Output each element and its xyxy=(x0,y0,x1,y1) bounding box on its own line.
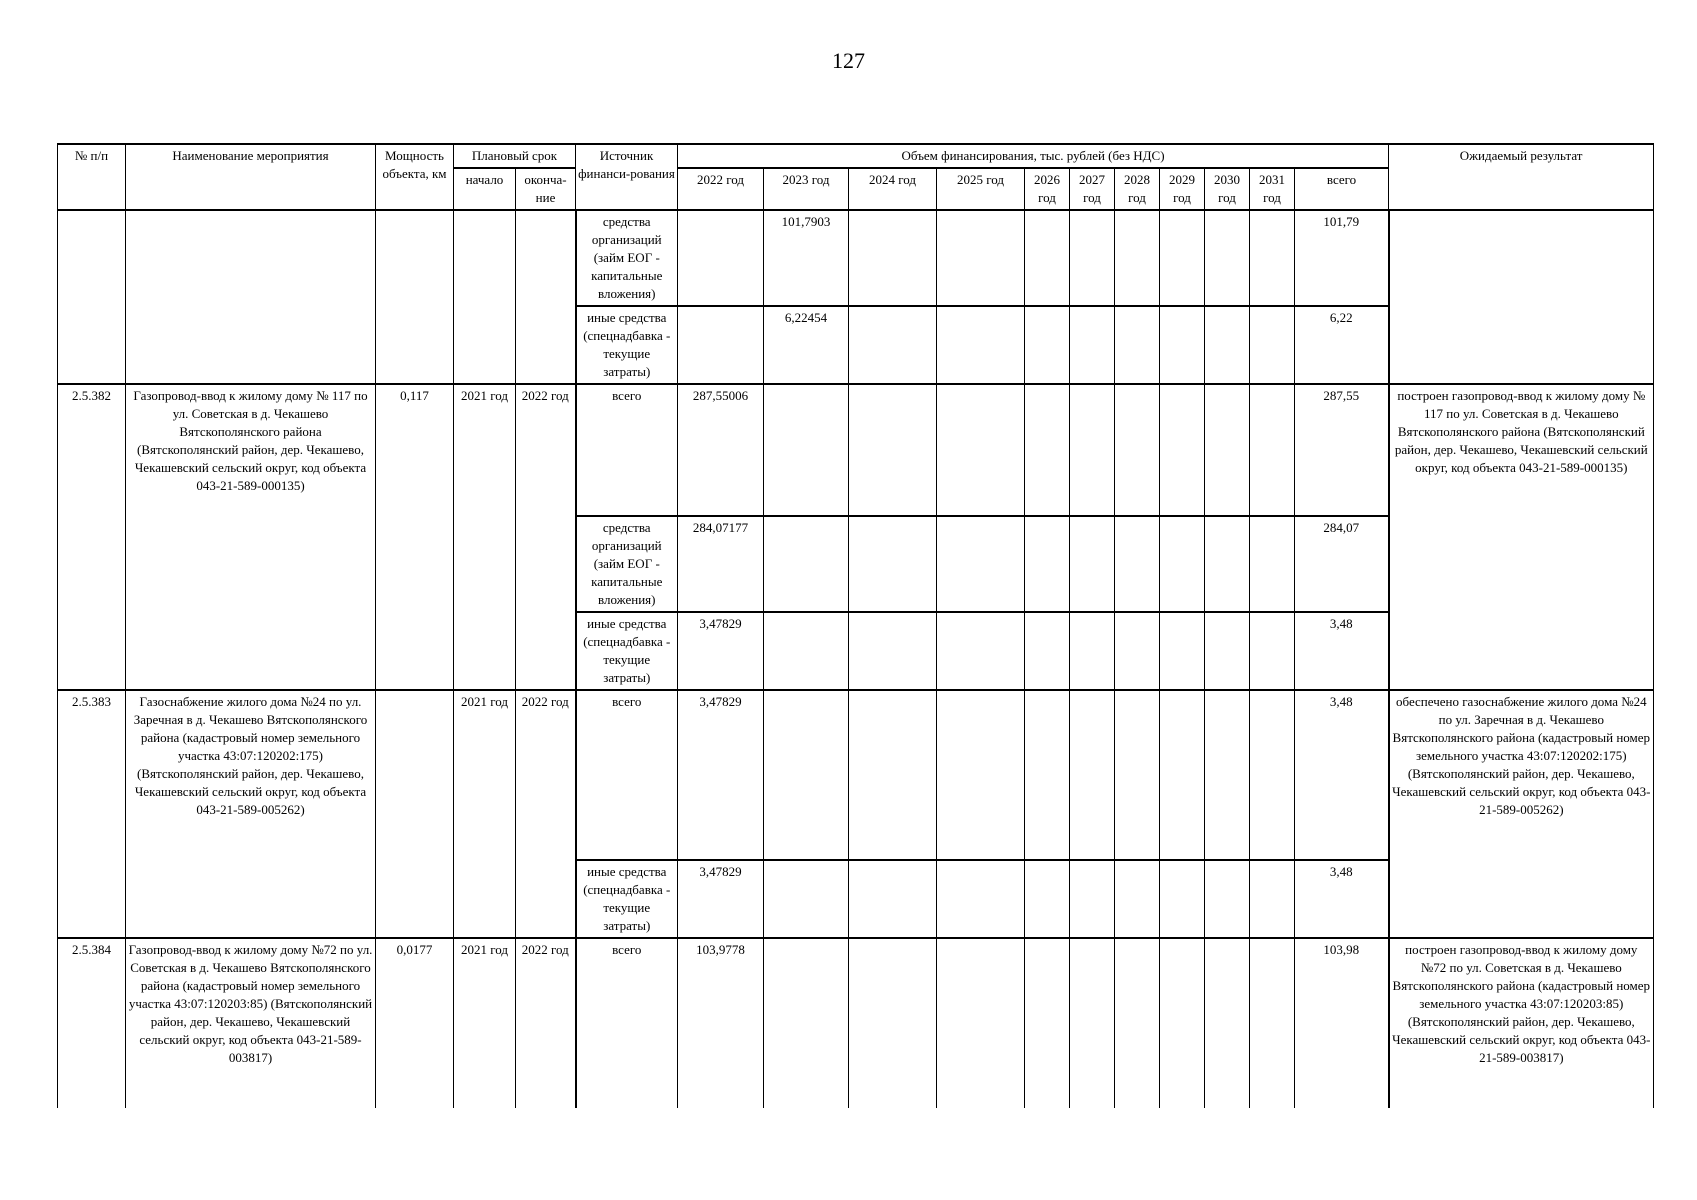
year-value-cell: 103,9778 xyxy=(678,938,764,1108)
year-value-cell xyxy=(937,210,1025,306)
capacity-cell: 0,117 xyxy=(376,384,454,690)
year-value-cell xyxy=(849,690,937,860)
term-end-cell: 2022 год xyxy=(516,690,576,938)
year-value-cell xyxy=(764,612,849,690)
term-end-cell xyxy=(516,210,576,384)
year-value-cell: 3,47829 xyxy=(678,860,764,938)
table-row xyxy=(58,210,1654,306)
capacity-cell: 0,0177 xyxy=(376,938,454,1108)
table-row xyxy=(58,384,1654,516)
year-value-cell: 287,55006 xyxy=(678,384,764,516)
year-value-cell xyxy=(1025,690,1070,860)
year-value-cell xyxy=(937,516,1025,612)
row-number: 2.5.384 xyxy=(58,938,126,1108)
term-start-cell: 2021 год xyxy=(454,938,516,1108)
term-start-cell: 2021 год xyxy=(454,690,516,938)
year-value-cell xyxy=(1205,516,1250,612)
year-value-cell xyxy=(1160,384,1205,516)
year-value-cell xyxy=(1115,938,1160,1108)
header-capacity: Мощность объекта, км xyxy=(376,144,454,210)
year-value-cell xyxy=(678,306,764,384)
term-start-cell xyxy=(454,210,516,384)
year-value-cell xyxy=(1070,690,1115,860)
year-value-cell: 3,47829 xyxy=(678,690,764,860)
total-cell: 287,55 xyxy=(1295,384,1389,516)
source-label: средства организаций (займ ЕОГ - капитальные вложения) xyxy=(576,516,678,612)
capacity-cell xyxy=(376,210,454,384)
year-value-cell xyxy=(1115,384,1160,516)
header-term: Плановый срок xyxy=(454,144,576,168)
header-year: 2023 год xyxy=(764,168,849,210)
row-number: 2.5.382 xyxy=(58,384,126,690)
year-value-cell xyxy=(1250,210,1295,306)
year-value-cell xyxy=(1115,306,1160,384)
year-value-cell xyxy=(849,210,937,306)
total-cell: 6,22 xyxy=(1295,306,1389,384)
measure-name xyxy=(126,210,376,384)
year-value-cell xyxy=(1160,210,1205,306)
header-term-end: оконча-ние xyxy=(516,168,576,210)
page-number: 127 xyxy=(832,48,865,73)
year-value-cell xyxy=(764,690,849,860)
year-value-cell: 284,07177 xyxy=(678,516,764,612)
total-cell: 3,48 xyxy=(1295,860,1389,938)
header-funding: Объем финансирования, тыс. рублей (без НДС) xyxy=(678,144,1389,168)
year-value-cell xyxy=(1160,860,1205,938)
source-label: средства организаций (займ ЕОГ - капитальные вложения) xyxy=(576,210,678,306)
measure-name: Газоснабжение жилого дома №24 по ул. Заречная в д. Чекашево Вятскополянского района (кадастровый номер земельного участка 43:07:120202:175) (Вятскополянский район, дер. Чекашево, Чекашевский сельский округ, код объекта 043-21-589-005262) xyxy=(126,690,376,938)
header-source: Источник финанси-рования xyxy=(576,144,678,210)
year-value-cell xyxy=(849,384,937,516)
year-value-cell xyxy=(1205,690,1250,860)
year-value-cell xyxy=(1115,612,1160,690)
year-value-cell xyxy=(1250,516,1295,612)
year-value-cell: 6,22454 xyxy=(764,306,849,384)
year-value-cell xyxy=(1250,938,1295,1108)
year-value-cell xyxy=(1205,938,1250,1108)
year-value-cell xyxy=(1205,210,1250,306)
year-value-cell: 101,7903 xyxy=(764,210,849,306)
header-year: 2028 год xyxy=(1115,168,1160,210)
table-header xyxy=(58,144,1654,210)
year-value-cell xyxy=(1070,938,1115,1108)
year-value-cell xyxy=(1025,384,1070,516)
year-value-cell xyxy=(1070,860,1115,938)
source-label: иные средства (спецнадбавка - текущие затраты) xyxy=(576,306,678,384)
table-row xyxy=(58,938,1654,1108)
capacity-cell xyxy=(376,690,454,938)
header-name: Наименование мероприятия xyxy=(126,144,376,210)
year-value-cell xyxy=(1115,860,1160,938)
year-value-cell xyxy=(764,938,849,1108)
header-year: 2026 год xyxy=(1025,168,1070,210)
measure-name: Газопровод-ввод к жилому дому №72 по ул. Советская в д. Чекашево Вятскополянского района (кадастровый номер земельного участка 43:07:120203:85) (Вятскополянский район, дер. Чекашево, Чекашевский сельский округ, код объекта 043-21-589-003817) xyxy=(126,938,376,1108)
header-total: всего xyxy=(1295,168,1389,210)
year-value-cell xyxy=(764,384,849,516)
year-value-cell xyxy=(1250,612,1295,690)
source-label: иные средства (спецнадбавка - текущие затраты) xyxy=(576,860,678,938)
year-value-cell xyxy=(1205,612,1250,690)
expected-result: обеспечено газоснабжение жилого дома №24 по ул. Заречная в д. Чекашево Вятскополянского района (кадастровый номер земельного участка 43:07:120202:175) (Вятскополянский район, дер. Чекашево, Чекашевский сельский округ, код объекта 043-21-589-005262) xyxy=(1389,690,1654,938)
year-value-cell xyxy=(937,860,1025,938)
header-year: 2031 год xyxy=(1250,168,1295,210)
year-value-cell xyxy=(1025,938,1070,1108)
year-value-cell xyxy=(764,516,849,612)
total-cell: 3,48 xyxy=(1295,612,1389,690)
year-value-cell xyxy=(1160,306,1205,384)
year-value-cell xyxy=(937,384,1025,516)
table-body xyxy=(58,210,1654,1108)
header-term-start: начало xyxy=(454,168,516,210)
year-value-cell xyxy=(1205,860,1250,938)
year-value-cell xyxy=(1025,612,1070,690)
year-value-cell xyxy=(1160,938,1205,1108)
row-number xyxy=(58,210,126,384)
year-value-cell xyxy=(1160,690,1205,860)
year-value-cell xyxy=(849,306,937,384)
year-value-cell xyxy=(1250,384,1295,516)
year-value-cell xyxy=(1025,860,1070,938)
year-value-cell xyxy=(1160,516,1205,612)
table-row xyxy=(58,690,1654,860)
measure-name: Газопровод-ввод к жилому дому № 117 по ул. Советская в д. Чекашево Вятскополянского района (Вятскополянский район, дер. Чекашево, Чекашевский сельский округ, код объекта 043-21-589-000135) xyxy=(126,384,376,690)
year-value-cell xyxy=(1115,516,1160,612)
year-value-cell xyxy=(849,516,937,612)
expected-result: построен газопровод-ввод к жилому дому №72 по ул. Советская в д. Чекашево Вятскополянского района (кадастровый номер земельного участка 43:07:120203:85) (Вятскополянский район, дер. Чекашево, Чекашевский сельский округ, код объекта 043-21-589-003817) xyxy=(1389,938,1654,1108)
year-value-cell xyxy=(764,860,849,938)
expected-result: построен газопровод-ввод к жилому дому № 117 по ул. Советская в д. Чекашево Вятскополянского района (Вятскополянский район, дер. Чекашево, Чекашевский сельский округ, код объекта 043-21-589-000135) xyxy=(1389,384,1654,690)
total-cell: 101,79 xyxy=(1295,210,1389,306)
header-num: № п/п xyxy=(58,144,126,210)
year-value-cell xyxy=(937,690,1025,860)
header-year: 2029 год xyxy=(1160,168,1205,210)
year-value-cell xyxy=(1070,306,1115,384)
year-value-cell xyxy=(937,612,1025,690)
year-value-cell: 3,47829 xyxy=(678,612,764,690)
year-value-cell xyxy=(849,860,937,938)
year-value-cell xyxy=(1250,306,1295,384)
header-year: 2024 год xyxy=(849,168,937,210)
total-cell: 3,48 xyxy=(1295,690,1389,860)
year-value-cell xyxy=(1160,612,1205,690)
source-label: иные средства (спецнадбавка - текущие затраты) xyxy=(576,612,678,690)
source-label: всего xyxy=(576,938,678,1108)
header-year: 2030 год xyxy=(1205,168,1250,210)
header-result: Ожидаемый результат xyxy=(1389,144,1654,210)
year-value-cell xyxy=(1070,384,1115,516)
expected-result xyxy=(1389,210,1654,384)
term-start-cell: 2021 год xyxy=(454,384,516,690)
year-value-cell xyxy=(1205,384,1250,516)
year-value-cell xyxy=(1070,210,1115,306)
year-value-cell xyxy=(1115,690,1160,860)
year-value-cell xyxy=(1070,612,1115,690)
total-cell: 284,07 xyxy=(1295,516,1389,612)
row-number: 2.5.383 xyxy=(58,690,126,938)
year-value-cell xyxy=(1115,210,1160,306)
year-value-cell xyxy=(849,612,937,690)
financing-table xyxy=(57,143,1654,1108)
year-value-cell xyxy=(937,306,1025,384)
year-value-cell xyxy=(1025,306,1070,384)
term-end-cell: 2022 год xyxy=(516,384,576,690)
year-value-cell xyxy=(1025,210,1070,306)
year-value-cell xyxy=(1070,516,1115,612)
year-value-cell xyxy=(1205,306,1250,384)
year-value-cell xyxy=(678,210,764,306)
year-value-cell xyxy=(1025,516,1070,612)
year-value-cell xyxy=(1250,690,1295,860)
year-value-cell xyxy=(937,938,1025,1108)
header-year: 2027 год xyxy=(1070,168,1115,210)
source-label: всего xyxy=(576,384,678,516)
year-value-cell xyxy=(1250,860,1295,938)
term-end-cell: 2022 год xyxy=(516,938,576,1108)
header-year: 2025 год xyxy=(937,168,1025,210)
total-cell: 103,98 xyxy=(1295,938,1389,1108)
source-label: всего xyxy=(576,690,678,860)
year-value-cell xyxy=(849,938,937,1108)
header-year: 2022 год xyxy=(678,168,764,210)
